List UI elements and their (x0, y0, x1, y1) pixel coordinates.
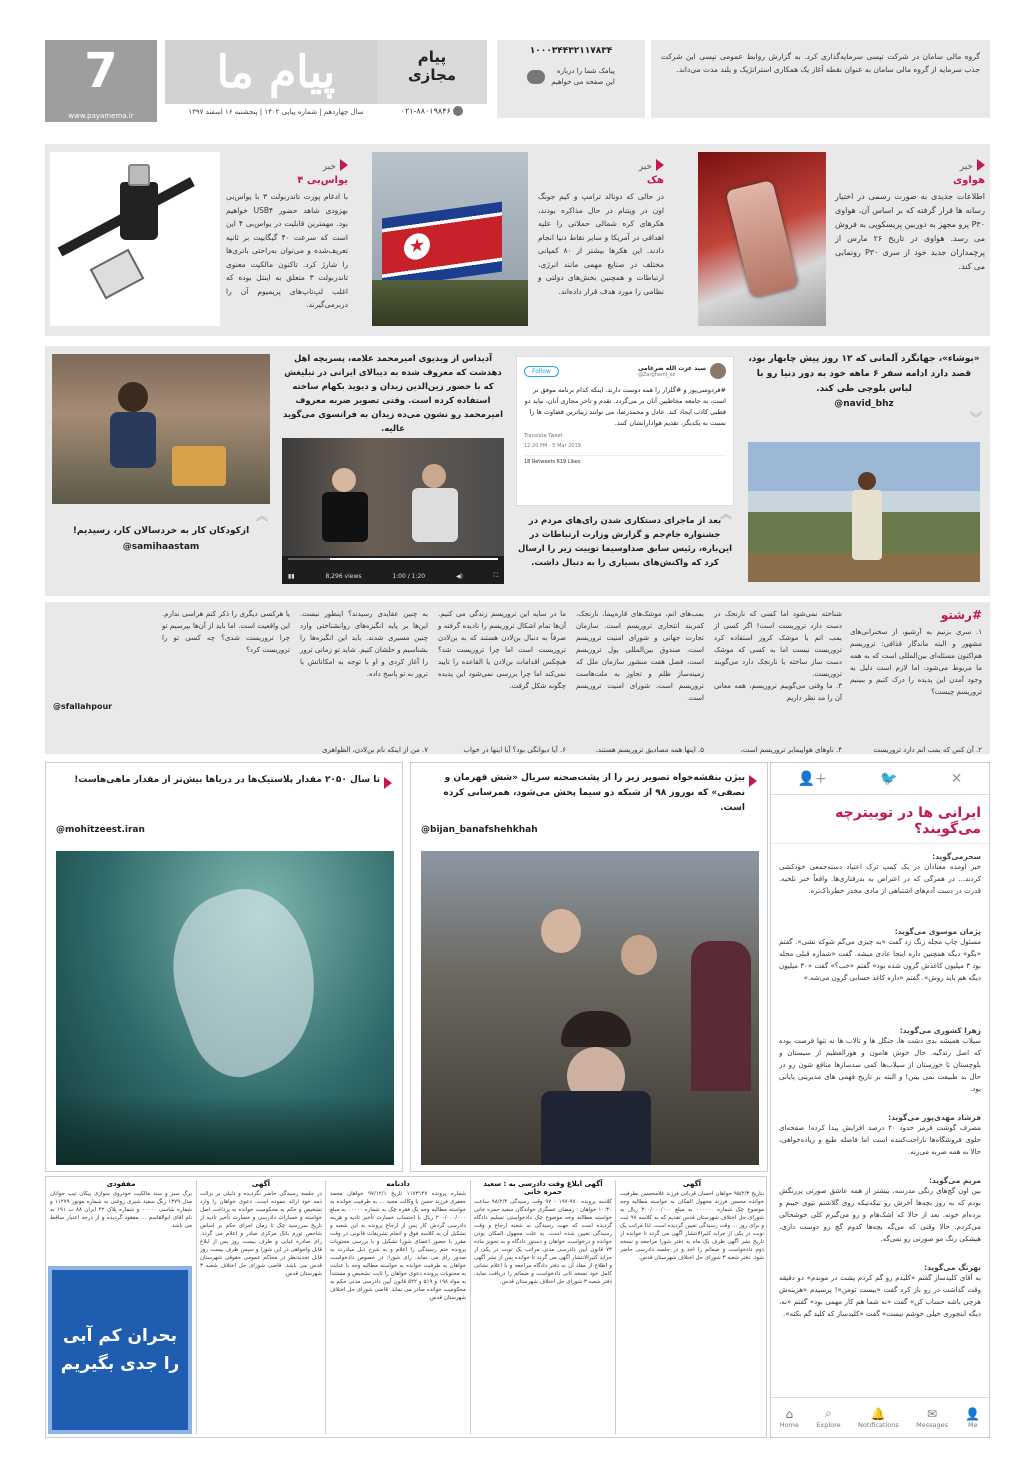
pointer-icon (749, 775, 757, 787)
twitter-bird-icon: 🐦 (880, 770, 898, 787)
insta-text: تا سال ۲۰۵۰ مقدار پلاستیک‌ها در دریاها بیش‌تر از مقدار ماهی‌هاست! (74, 775, 380, 785)
fullscreen-icon[interactable]: ⛶ (493, 572, 498, 579)
volume-icon[interactable]: ◀) (455, 572, 463, 580)
nav-label: Explore (816, 1421, 841, 1429)
traveler-image (748, 442, 980, 582)
rashto-col5b: ۷. من از اینکه نام بن‌لادن، الظواهری (322, 746, 428, 754)
section-subtitle: مجازی (407, 66, 457, 84)
news-title: هواوی (952, 175, 985, 186)
post-text: «بوشاء»، جهانگرد آلمانی که ۱۲ روز پیش چابهار بود، قصد دارد ادامه سفر ۶ ماهه خود به دور دنیا رو با لباس بلوچی طی کند. (748, 354, 980, 394)
entry-text: به آقای کلیدساز گفتم «کلیدم رو گم کردم پشت در موندم» دو دقیقه وقت گذاشت در رو باز کرد گفت «بیست تومن»! پرسیدم «هزینه‌ش هرچی باشه حساب کن» گفت «نه شما هم کار مهمی بود» گفتم «نه، دیگه اینجوری خیلی خوشم نیست» گفت «کلیدساز که کلید گم بکنه». (779, 1274, 981, 1318)
social-post-traveler (742, 350, 986, 590)
entry-name: فرشاد مهدی‌پور می‌گوید: (888, 1113, 981, 1122)
chat-icon (527, 70, 545, 84)
nav-label: Me (968, 1420, 978, 1429)
rashto-col2: شناخته نمی‌شود اما کسی که نارنجک در دست دارد تروریست است! اگر کسی از بمب اتم یا موشک کروز استفاده کرد تروریست نیست اما به کسی که موشک دست ساز ساخته یا نارنجک دارد می‌گویند تروریست. (714, 610, 842, 678)
entry-name: پژمان موسوی می‌گوید: (894, 927, 981, 936)
tweet-user: @Zarghami_ez (637, 371, 676, 378)
close-icon[interactable]: ✕ (950, 770, 963, 787)
usb-cable-image (50, 152, 220, 326)
tweet-entry (779, 1113, 981, 1170)
news-kicker: خبر (322, 162, 336, 172)
ad-title: آگهی (682, 1180, 702, 1188)
tweet-entry (779, 852, 981, 921)
issue-line: سال چهاردهم | شماره پیاپی ۱۴۰۲ | پنجشنبه ۱۶ اسفند ۱۳۹۷ (188, 108, 364, 116)
panel-title: ایرانی ها در توییترچه می‌گویند؟ (771, 795, 989, 844)
entry-text: مصرف گوشت قرمز حدود ۲۰ درصد افزایش پیدا کرده! صفحه‌ای جلوی فروشگاه‌ها ناراحت‌کننده است اما فاصله طبع و زیاده‌خواهی، حالا به همه ضربه می‌زنه. (779, 1124, 981, 1156)
tweet-translate[interactable]: Translate Tweet (524, 433, 563, 439)
logo-box (165, 40, 387, 104)
tweet-entry (779, 1026, 981, 1107)
nav-home[interactable] (780, 1407, 799, 1429)
kicker-icon (340, 159, 348, 171)
entry-text: بین اون گچ‌های رنگی مدرسه، بیشتر از همه عاشق صورتی پررنگش بودم که به روز بچه‌ها آخرش رو تیکه‌تیکه روی گلاشتم تیوی جیبم و برده‌ام خونه. بعد از حالا که اشک‌هام و رو می‌گیرم کلی خوشحالی می‌کرد‌م. حالا وقتی که می‌گه بچه‌ها کدوم گچ رو دوست داری، هیشکی رنگ مو صورتی رو نمی‌گه. (779, 1187, 981, 1243)
explore-icon: ⌕ (825, 1406, 832, 1420)
entry-text: سیلاب همیشه بدی دشت ها، جنگل ها و تالاب ها نه تنها فرصت بوده که اصل زندگیه. حال خوش هامون و هورالعظیم از سیستان و بلوچستان تا خوزستان از سیلاب‌ها کمی سدسازها منافع شون رو در حال بد طبیعت نمی بینن! و البته بر تاریخ فهمی های مدیریتی پایانی بود. (779, 1037, 981, 1093)
video-player[interactable] (282, 438, 504, 584)
news-kicker: خبر (959, 162, 973, 172)
ad-body: در جلسه رسیدگی حاضر نگردیده و دلیلی بر برائت ذمه خود ارائه ننموده است. دعوی خواهان را وارد تشخیص و حکم به محکومیت خوانده به پرداخت اصل خواسته و خسارات دادرسی و خسارت تأخیر تادیه از تاریخ سررسید چک تا زمان اجرای حکم بر اساس شاخص تورم بانک مرکزی صادر و اعلام می گردد. رای صادره غیابی و ظرف بیست روز پس از ابلاغ قابل واخواهی در این شورا و سپس ظرف بیست روز قابل تجدیدنظر در محاکم عمومی حقوقی شهرستان قدس می باشد. قاضی شورای حل اختلاف شعبه ۳ شهرستان قدس. (200, 1191, 322, 1277)
logo: پیام ما (216, 46, 336, 98)
entry-text: خبر اومده معتادان در یک کمپ ترک اعتیاد دسته‌جمعی خودکشی کردند... در همرگی که در اعتراض به بدرفتاری‌ها. واقعاً خبر تلخیه. قدرت در دست آدم‌های اشتباهی از مادی مخدر خطرناک‌تره. (779, 863, 981, 895)
kicker-icon (977, 159, 985, 171)
video-time: 1:00 / 1:20 (392, 572, 426, 580)
tweet-body: #فردوسی‌پور و #گلزار را همه دوست دارند. اینکه کدام برنامه موفق تر است، به جامعه مخاطبین آنان بر می‌گردد. تقدم و تاخر مجازی آنان، نباید دو قطبی کاذب ایجاد کند. عادل و محمدرضا، می توانند زیباترین قضاوت ها را نسبت به یکدیگر، تقدیم هوادارانشان کنند. (524, 386, 726, 427)
ad-column (196, 1180, 326, 1434)
phone-icon (453, 106, 463, 116)
rashto-col5: به چنین عقایدی رسیدند؟ اینطور نیست. این‌ها بر پایه انگیزه‌های روانشناختی وارد چنین مسیری شدند. باید این انگیزه‌ها را بشناسیم و حلشان کنیم. شاید تو زمانی ترور را آغاز کردی و او با توجه به امکاناتش با ترور به تو پاسخ داده. (300, 610, 428, 678)
avatar (710, 363, 726, 379)
news-body: در حالی که دونالد ترامپ و کیم جونگ اون در ویتنام در حال مذاکره بودند، هکرهای کره شمالی حملاتی را علیه اهدافی در آمریکا و سایر نقاط دنیا انجام دادند. این هکرها بیشتر از ۸۰ کمپانی مختلف در صنایع مهمی مانند انرژی، ارتباطات و همچنین بخش‌های دولتی و نظامی را مورد هدف قرار داده‌اند. (538, 192, 664, 296)
social-post-adidas (278, 350, 508, 590)
mail-icon: ✉ (927, 1406, 938, 1421)
intro-text: گروه مالی سامان در شرکت تپسی سرمایه‌گذاری کرد. به گزارش روابط عمومی تپسی این شرکت جذب سرمایه از گروه مالی سامان به عنوان نقطه آغاز یک همکاری استراتژیک و بلند مدت می‌داند. (661, 52, 980, 74)
insta-handle: @mohitzeest.iran (56, 825, 145, 835)
insta-post-plastic (45, 762, 403, 1172)
plastic-ocean-photo (56, 851, 394, 1165)
expand-icon[interactable]: ︽ (255, 509, 268, 523)
post-text: آدیداس از ویدیوی امیرمحمد علامه، پسربچه اهل دهدشت که معروف شده به دیبالای ایرانی در تبلیغش که با حضور زین‌الدین زیدان و دیوید بکهام ساخته استفاده کرده است. وقتی تصویر ضربه معروف امیرمحمد رو نشون می‌ده زیدان به فرانسوی می‌گوید عالیه. (283, 354, 503, 434)
sms-box (497, 40, 645, 118)
rashto-col4b: ۶. آیا دیوانگی بود؟ آیا اینها در خواب (463, 746, 566, 754)
rashto-col3b: ۵. اینها همه مصادیق تروریسم هستند، (595, 746, 704, 754)
entry-name: مریم می‌گوید: (928, 1176, 981, 1185)
entry-name: سحرمی‌گوید: (932, 852, 981, 861)
entry-text: مسئول چاپ مجله زنگ زد گفت «به چیزی می‌گم شوکه نشی». گفتم «بگو» دیگه همچنین داره اینجا عادی میشه. گفت «شماره قبلی مجله بود ۳ میلیون کاغذش گرون شده بود» گفتم «خب؟» گفت «۳۰ میلیون دیگه هم باید روش». گفتم «داره کاغذ حسابی گرون می‌شه.» (779, 938, 981, 982)
twitter-panel (770, 762, 990, 1438)
add-user-icon[interactable]: 👤+ (797, 770, 827, 787)
sms-label: پیامک شما را درباره (556, 67, 615, 75)
ad-column (470, 1180, 616, 1434)
nav-messages[interactable] (916, 1407, 948, 1429)
nav-me[interactable] (965, 1407, 980, 1429)
ad-body: بتاریخ ۹۵/۲/۳ خواهان احسان قربانی فرزند غلامحسین بطرفیت خوانده محسن فرزند مجهول المکان به خواسته مطالبه وجه موضوع چک شماره ۰۰۰۰۰۰ به مبلغ ۳۰۰/۰۰۰/۰۰۰ ریال به شورای حل اختلاف شهرستان قدس تقدیم که به کلاسه ۹۷ ثبت و برای روز ... وقت رسیدگی تعیین گردیده است. لذا مراتب یک نوبت در یکی از جراید کثیرالانتشار آگهی می گردد تا خوانده از تاریخ نشر آگهی ظرف یک ماه به دفتر شورا مراجعه و نسخه دوم دادخواست و ضمائم را اخذ و در جلسه دادرسی حاضر شود. دفتر شعبه ۳ شورای حل اختلاف شهرستان قدس. (620, 1191, 764, 1261)
nav-label: Messages (916, 1420, 948, 1429)
kicker-icon (656, 159, 664, 171)
tweet-entry (779, 1176, 981, 1257)
post-handle: @navid_bhz (834, 399, 894, 409)
ad-title: مفقودی (106, 1180, 136, 1188)
rashto-col4: ما در سایه این تروریسم زندگی می کنیم. آن‌ها تمام اشکال تروریسم را نادیده گرفته و صرفاً به دنبال بن‌لادن هستند که به بن‌لادن تروریست است اما چرا تروریست شد؟ هیچکس اقدامات بن‌لادن یا القاعده را تایید نمی‌کند اما چرا بررسی نمی‌شود این پدیده چگونه شکل گرفت. (438, 610, 566, 690)
ad-title: آگهی (251, 1180, 271, 1188)
section-title-box (377, 40, 487, 104)
ad-title: دادنامه (386, 1180, 410, 1188)
insta-text: بیژن بنفشه‌خواه تصویر زیر را از پشت‌صحنه سریال «شش قهرمان و نصفی» که نوروز ۹۸ از شبکه دو سیما پخش می‌شود، همرسانی کرده است. (443, 773, 745, 813)
social-post-child (48, 350, 274, 590)
nav-explore[interactable] (816, 1406, 840, 1429)
home-icon: ⌂ (785, 1406, 794, 1421)
rashto-handle: @sfallahpour (53, 702, 113, 711)
news-title: هک (646, 175, 664, 186)
post-text: بعد از ماجرای دستکاری شدن رای‌های مردم در جشنواره جام‌جم و گزارش وزارت ارتباطات در این‌باره، رئیس سابق صداوسیما توییت زیر را ارسال کرد که واکنش‌های بسیاری را به دنبال داشت. (517, 516, 733, 568)
phone-number: ۰۲۱-۸۸۰۱۹۸۴۶ (400, 106, 451, 116)
post-text: ازکودکان کار به خردسالان کار، رسیدیم! (72, 526, 250, 536)
nav-notifications[interactable] (858, 1407, 899, 1429)
huawei-phone-image (698, 152, 826, 326)
intro-box (651, 40, 990, 118)
entry-name: بهرنگ می‌گوید: (924, 1263, 981, 1272)
entry-name: زهرا کشوری می‌گوید: (899, 1026, 981, 1035)
news-card-hack (368, 148, 668, 332)
ad-column (50, 1180, 192, 1260)
tweet-name: سید عزت الله ضرغامی (637, 364, 706, 372)
website[interactable]: www.payamema.ir (68, 112, 134, 120)
ad-title: آگهی ابلاغ وقت دادرسی به : سعید حمزه خانی (483, 1180, 603, 1196)
tweet-entry (779, 927, 981, 1020)
rashto-col3: بمب‌های اتم، موشک‌های قاره‌پیما، نارنجک، کمربند انتحاری تروریسم است. سازمان تجارت جهانی و شورای امنیت تروریسم است، صندوق بین‌المللی پول تروریسم است، فصل هفت منشور سازمان ملل که زمینه‌ساز ظلم و تجاوز به ملت‌هاست تروریسم است، شورای امنیت تروریسم است. (576, 610, 704, 702)
pointer-icon (384, 777, 392, 789)
video-views: 8,296 views (325, 572, 362, 580)
ad-column (330, 1180, 466, 1434)
banner-line-2: را جدی بگیریم (60, 1354, 180, 1374)
nav-label: Home (779, 1420, 799, 1429)
rashto-title: #رشتو (940, 608, 982, 622)
rashto-section (45, 602, 990, 754)
me-icon: 👤 (965, 1406, 981, 1421)
rashto-col2b: ۳. ما وقتی می‌گوییم تروریسم، همه معانی آن را مد نظر داریم (714, 682, 842, 702)
page-number: 7 (84, 43, 118, 99)
news-card-usb (50, 148, 350, 332)
bottom-nav (771, 1397, 989, 1437)
news-body: اطلاعات جدیدی به صورت رسمی در اختیار رسانه ها قرار گرفته که بر اساس آن، هواوی P۳۰ پرو مجهز به دوربین پریسکوپی به فروش می رسد. هواوی در تاریخ ۲۶ مارس از پرچمداران جدید خود از سری P۳۰ رونمایی می کند. (835, 192, 986, 271)
ad-column (620, 1180, 764, 1434)
water-crisis-banner (48, 1266, 192, 1434)
sms-label-2: این صفحه می خواهیم (551, 78, 615, 86)
tweet-stats: 18 Retweets 619 Likes (524, 455, 726, 465)
page-number-box (45, 40, 157, 122)
insta-post-bijan (410, 762, 768, 1172)
rashto-col1: ۱. سری بزنیم به آرشیو، از سخنرانی‌های مشهور و البته ماندگار قذافی: تروریسم هم‌اکنون مسئله‌ای بین‌المللی است که به همه ما مربوط می‌شود، اما لازم است دلیل به وجود آمدن این پدیده را درک کنیم و ببینیم تروریسم چیست؟ (850, 628, 982, 696)
tweet-entry (779, 1263, 981, 1344)
insta-handle: @bijan_banafshehkhah (421, 825, 538, 835)
bell-icon: 🔔 (870, 1406, 886, 1421)
rashto-col2c: ۴. ناوهای هواپیمابر تروریسم است، (740, 746, 842, 754)
ad-body: کلاسه پرونده ۹۷۰-۱۹۷ - ۹۷ وقت رسیدگی ۹۸/۲/۴ ساعت ۱۰:۳۰ خواهان : رمضان عسگری خواندگان سعید حمزه خانی خواسته مطالبه وجه موضوع چک دادخواستی تسلیم دادگاه گردیده است که جهت رسیدگی به شعبه ارجاع و وقت رسیدگی تعیین شده است. به علت مجهول المکان بودن خوانده و درخواست خواهان و دستور دادگاه و به تجویز ماده ۷۳ قانون آیین دادرسی مدنی مراتب یک نوبت در یکی از جراید کثیرالانتشار آگهی می گردد تا خوانده پس از نشر آگهی و اطلاع از مفاد آن به دفتر دادگاه مراجعه و با اعلام نشانی کامل خود نسخه ثانی دادخواست و ضمائم را دریافت نماید. دفتر شعبه ۳ شورای حل اختلاف شهرستان قدس. (474, 1199, 612, 1285)
play-icon[interactable]: ▮▮ (288, 572, 295, 580)
masthead (45, 40, 990, 124)
nav-label: Notifications (858, 1420, 899, 1429)
north-korea-flag-image: ★ (372, 152, 528, 326)
news-kicker: خبر (638, 162, 652, 172)
rashto-col6: یا هرکسی دیگری را ذکر کنم هراسی ندارم. این واقعیت است. اما باید از آن‌ها بپرسیم تو چرا تروریست شدی؟ چه کسی تو را تروریست کرد؟ (162, 610, 290, 654)
ad-body: برگ سبز و سند مالکیت خودروی سواری پیکان تیپ جوانان مدل ۱۳۷۹ رنگ سفید شیری روغنی به شماره موتور ۱۱۲۷۹ و شماره شاسی ۰۰۰۰۰ و شماره پلاک ۴۲ ایران ۸۸ ب ۱۹۱ به نام آقای ابوالقاسم ... مفقود گردیده و از درجه اعتبار ساقط می باشد. (50, 1191, 192, 1229)
sms-number: ۱۰۰۰۳۴۴۳۲۱۱۷۸۳۴ (529, 46, 613, 56)
phone-line (377, 106, 487, 116)
tweet-card (516, 356, 734, 506)
news-card-huawei (690, 148, 990, 332)
cast-photo (421, 851, 759, 1165)
expand-icon[interactable]: ︽ (719, 507, 732, 521)
tweet-time: 12:20 PM - 5 Mar 2019 (524, 443, 581, 449)
banner-line-1: بحران کم آبی (63, 1326, 178, 1346)
ad-body: شماره پرونده ۱۱۷۳۱۴۷ تاریخ ۹۷/۱۲/۱ خواهان محمد جعفری فرزند حسن با وکالت مجید ... به طرفیت خوانده به خواسته مطالبه وجه یک فقره چک به شماره ۰۰۰۰۰ به مبلغ ۲۰۰/۰۰۰/۰۰۰ ریال با احتساب خسارت تأخیر تادیه و هزینه دادرسی گردش کار پس از ارجاع پرونده به این شعبه و تشکیل آن به کلاسه فوق و انجام تشریفات قانونی در وقت مقرر با حضور اعضای شورا تشکیل و با بررسی محتویات پرونده ختم رسیدگی را اعلام و به شرح ذیل مبادرت به صدور رای می نماید. رای شورا: در خصوص دادخواست خواهان به طرفیت خوانده به خواسته مطالبه وجه با عنایت به محتویات پرونده دعوی خواهان را ثابت تشخیص و مستنداً به مواد ۱۹۸ و ۵۱۹ و ۵۲۲ قانون آیین دادرسی مدنی حکم به محکومیت خوانده صادر می نماید. قاضی شورای حل اختلاف شهرستان قدس. (330, 1191, 466, 1301)
rashto-col1b: ۲. آن کس که بمب اتم دارد تروریست (873, 746, 982, 754)
news-title: یواس‌بی ۴ (297, 175, 348, 186)
post-handle: @samihaastam (122, 542, 200, 552)
news-body: با ادغام پورت تاندربولت ۳ با یواس‌بی بهزودی شاهد حضور USB۴ خواهیم بود. مهمترین قابلیت در یواس‌بی ۴ این است که سرعت ۴۰ گیگابیت بر ثانیه تعریف‌شده و می‌توان به‌راحتی باتری‌ها را شارژ کرد. تاکنون مالکیت معنوی تاندربولت ۳ متعلق به اینتل بوده که اغلب لپ‌تاپ‌های پریمیوم آن را دربرمی‌گیرند. (226, 192, 349, 309)
section-title: پیام (417, 48, 447, 66)
child-image (52, 354, 270, 504)
follow-button[interactable]: Follow (524, 366, 559, 377)
social-post-tweet (512, 350, 738, 590)
expand-icon[interactable]: ︾ (969, 411, 982, 425)
